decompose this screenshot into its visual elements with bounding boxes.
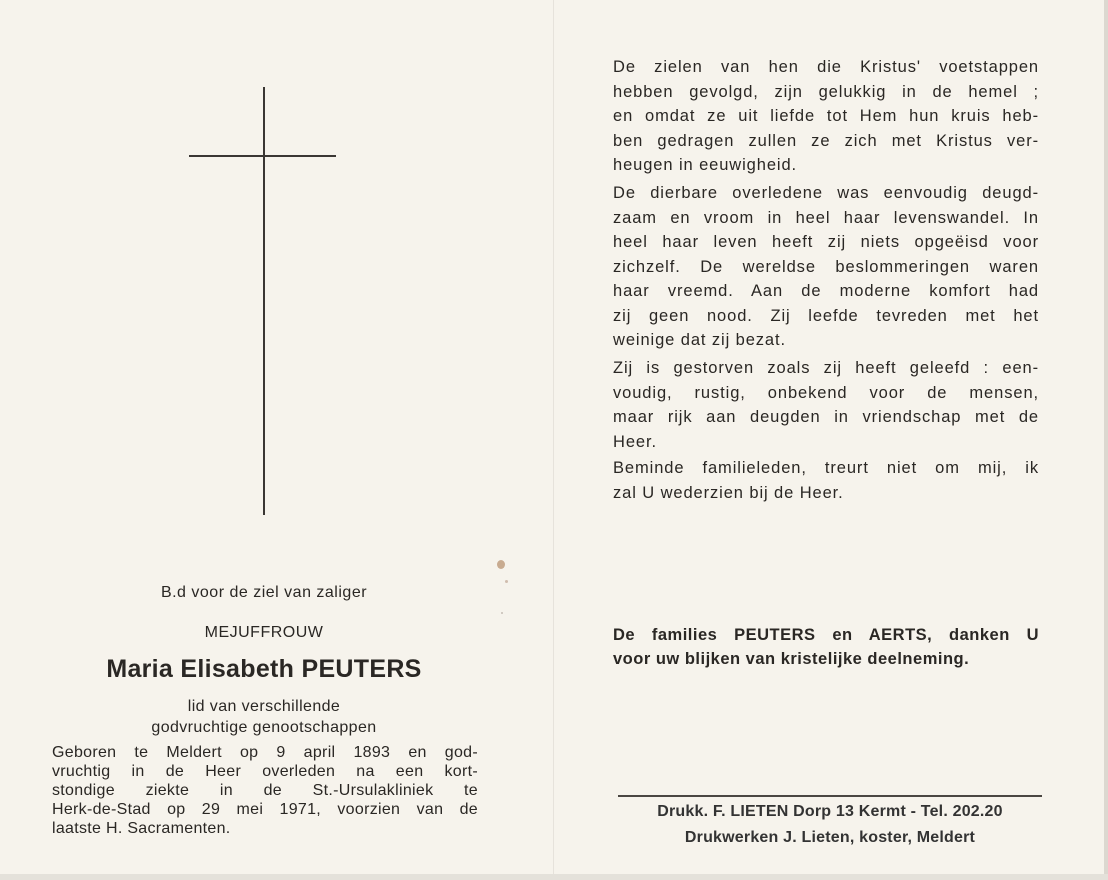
stain-mark [501,612,503,614]
bio-line: laatste H. Sacramenten. [52,820,231,837]
text-line: heugen in eeuwigheid. [613,156,798,174]
text-line: heel haar leven heeft zij niets opgeëisd voor [613,233,1039,251]
honorific: MEJUFFROUW [204,624,324,641]
card-fold [553,0,554,880]
stain-mark [497,560,505,569]
membership-text [24,696,504,738]
text-line: en omdat ze uit liefde tot Hem hun kruis heb- [613,107,1039,125]
bio-line: vruchtig in de Heer overleden na een kort- [52,763,478,780]
text-line: haar vreemd. Aan de moderne komfort had [613,282,1039,300]
divider [618,795,1042,797]
text-line: Zij is gestorven zoals zij heeft geleefd : een- [613,359,1039,377]
text-line: Heer. [613,432,657,451]
text-line: De zielen van hen die Kristus' voetstappen [613,58,1039,76]
membership-line: lid van verschillende [187,698,341,715]
thanks-text [613,623,1039,671]
bio-line: Geboren te Meldert op 9 april 1893 en god- [52,744,478,761]
text-line: zij geen nood. Zij leefde tevreden met het [613,306,1039,325]
text-line: zichzelf. De wereldse beslommeringen waren [613,257,1039,276]
cross-icon-bar [189,155,336,157]
printer-line: Drukwerken J. Lieten, koster, Meldert [684,829,976,846]
text-line: Beminde familieleden, treurt niet om mij, ik [613,459,1039,477]
biography [52,743,478,838]
bio-line: Herk-de-Stad op 29 mei 1971, voorzien van de [52,801,478,818]
printer-line: Drukk. F. LIETEN Dorp 13 Kermt - Tel. 202.20 [657,803,1003,820]
card-edge-bottom [0,874,1108,880]
text-line: zal U wederzien bij de Heer. [613,483,844,502]
thanks-line: voor uw blijken van kristelijke deelneming. [613,650,970,668]
intro-text: B.d voor de ziel van zaliger [160,584,368,601]
paragraph-1 [613,55,1039,178]
membership-line: godvruchtige genootschappen [151,719,377,736]
thanks-line: De families PEUTERS en AERTS, danken U [613,626,1039,644]
text-line: zaam en vroom in heel haar levenswandel. In [613,208,1039,227]
text-line: weinige dat zij bezat. [613,331,786,349]
text-line: ben gedragen zullen ze zich met Kristus ver- [613,131,1039,150]
paragraph-3 [613,356,1039,454]
text-line: hebben gevolgd, zijn gelukkig in de hemel ; [613,82,1039,101]
card-edge [1104,0,1108,880]
text-line: maar rijk aan deugden in vriendschap met de [613,408,1039,426]
text-line: De dierbare overledene was eenvoudig deugd- [613,184,1039,202]
bio-line: stondige ziekte in de St.-Ursulakliniek te [52,782,478,799]
paragraph-2 [613,181,1039,353]
deceased-name: Maria Elisabeth PEUTERS [106,655,422,683]
cross-icon [263,87,265,515]
text-line: voudig, rustig, onbekend voor de mensen, [613,383,1039,402]
stain-mark [505,580,508,583]
paragraph-4 [613,456,1039,505]
